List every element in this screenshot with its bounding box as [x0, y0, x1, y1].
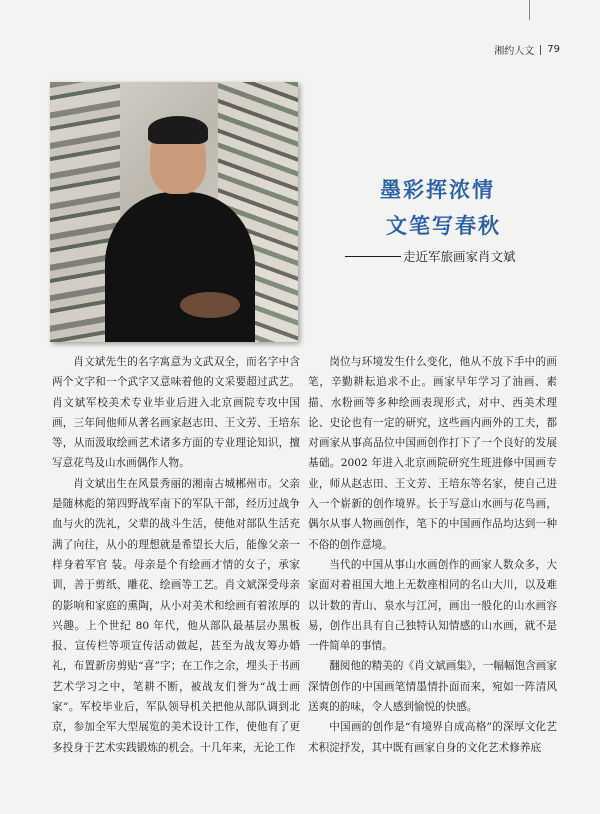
paragraph: 肖文斌先生的名字寓意为文武双全，而名字中含两个文字和一个武字又意味着他的文采要超过武艺。肖文斌军校美术专业毕业后进入北京画院专攻中国画，三年间他师从著名画家赵志田、王文芳、王培东等，从而汲取绘画艺术诸多方面的专业理论知识，擅写意花鸟及山水画偶作人物。 — [52, 356, 300, 470]
title-line-1: 墨彩挥浓情 — [380, 177, 495, 202]
portrait-painter-photo — [50, 82, 298, 342]
article-subtitle — [345, 247, 516, 265]
top-rule — [529, 0, 530, 20]
paragraph: 翻阅他的精美的《肖文斌画集》，一幅幅饱含画家深情创作的中国画笔情墨情扑面而来，宛如一阵清风送爽的韵味，令人感到愉悦的快感。 — [308, 660, 557, 714]
paint-palette — [180, 292, 240, 318]
paragraph: 当代的中国从事山水画创作的画家人数众多，大家面对着祖国大地上无数座相同的名山大川，以及难以计数的青山、泉水与江河，画出一般化的山水画容易，创作出具有自己独特认知情感的山水画，就不是一件简单的事情。 — [308, 558, 557, 653]
running-header — [494, 42, 560, 57]
paragraph: 中国画的创作是“有境界自成高格”的深厚文化艺术积淀抒发，其中既有画家自身的文化艺术修养底 — [308, 721, 557, 754]
subtitle-dash — [345, 256, 401, 257]
section-name: 湘约人文 — [494, 46, 535, 57]
text-column-right — [308, 352, 557, 758]
header-divider — [540, 45, 541, 55]
person-body — [105, 192, 255, 342]
text-column-left — [52, 352, 300, 758]
subtitle-text: 走近军旅画家肖文斌 — [403, 249, 516, 264]
article-title — [380, 172, 501, 244]
paragraph: 岗位与环境发生什么变化，他从不放下手中的画笔，辛勤耕耘追求不止。画家早年学习了油画、素描、水粉画等多种绘画表现形式，对中、西美术理论、史论也有一定的研究，这些画内画外的工夫，都对画家从事高品位中国画创作打下了一个良好的发展基础。2002 年进入北京画院研究生班进修中国画专业，师从赵志田、王文芳、王培东等名家，使自己进入一个崭新的创作境界。长于写意山水画与花鸟画，偶尔从事人物画创作，笔下的中国画作品均达到一种不俗的创作意境。 — [308, 356, 557, 551]
person-hair — [148, 116, 208, 144]
page-number: 79 — [547, 44, 560, 55]
paragraph: 肖文斌出生在风景秀丽的湘南古城郴州市。父亲是随林彪的第四野战军南下的军队干部，经历过战争血与火的洗礼，父辈的战斗生活，使他对部队生活充满了向往，从小的理想就是希望长大后，能像父亲一样身着军官 装。母亲是个有绘画才情的女子，承家训，善于剪纸、雕花、绘画等工艺。肖文斌深受母亲的影响和家庭的熏陶，从小对美术和绘画有着浓厚的兴趣。上个世纪 80 年代，他从部队最基层办黑板报、宣传栏等项宣传活动做起，甚至为战友筹办婚礼，布置新房剪贴“喜”字；在工作之余，埋头于书画艺术学习之中，笔耕不断，被战友们誉为“战士画家”。军校毕业后，军队领导机关把他从部队调到北京，参加全军大型展览的美术设计工作，使他有了更多投身于艺术实践锻炼的机会。十几年来，无论工作 — [52, 477, 300, 754]
title-line-2: 文笔写春秋 — [386, 213, 501, 238]
